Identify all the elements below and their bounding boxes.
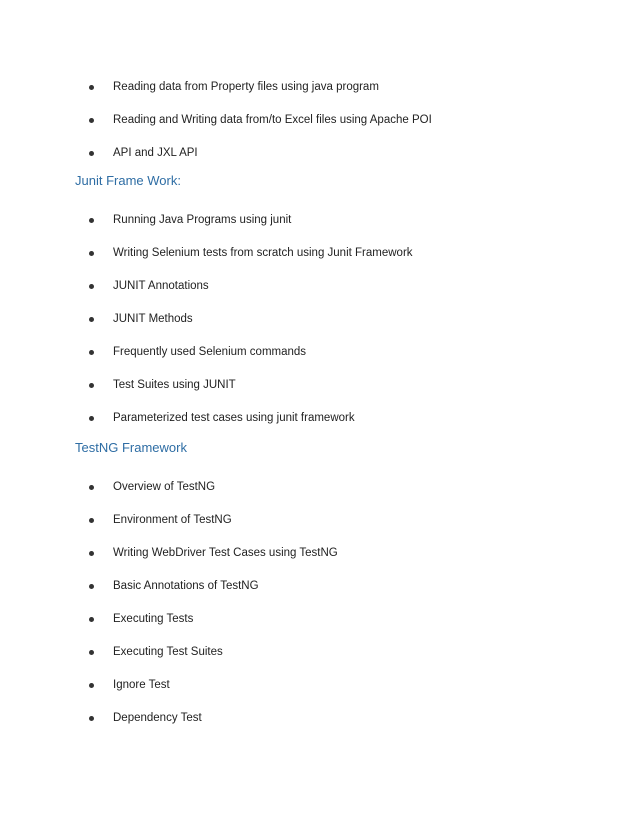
bullet-icon: [89, 350, 94, 355]
list-item: [0, 676, 600, 694]
section-heading-testng: TestNG Framework: [75, 440, 187, 455]
list-item-text: Test Suites using JUNIT: [113, 379, 236, 391]
list-item-text: Writing WebDriver Test Cases using TestNG: [113, 547, 338, 559]
bullet-icon: [89, 284, 94, 289]
bullet-icon: [89, 251, 94, 256]
bullet-icon: [89, 650, 94, 655]
list-item-text: Ignore Test: [113, 679, 170, 691]
list-item-text: Reading and Writing data from/to Excel files using Apache POI: [113, 114, 432, 126]
list-item: [0, 211, 600, 229]
list-item: [0, 544, 600, 562]
list-item: [0, 511, 600, 529]
list-item: [0, 709, 600, 727]
list-item-text: JUNIT Annotations: [113, 280, 209, 292]
bullet-icon: [89, 383, 94, 388]
list-item: [0, 277, 600, 295]
list-item: [0, 409, 600, 427]
list-item-text: Executing Test Suites: [113, 646, 223, 658]
bullet-icon: [89, 518, 94, 523]
bullet-icon: [89, 551, 94, 556]
list-item: [0, 577, 600, 595]
bullet-icon: [89, 617, 94, 622]
list-item-text: Overview of TestNG: [113, 481, 216, 493]
list-item: [0, 111, 600, 129]
list-item: [0, 244, 600, 262]
bullet-icon: [89, 85, 94, 90]
list-item-text: Running Java Programs using junit: [113, 214, 292, 226]
bullet-icon: [89, 218, 94, 223]
list-item-text: Parameterized test cases using junit framework: [113, 412, 355, 424]
bullet-icon: [89, 151, 94, 156]
bullet-icon: [89, 485, 94, 490]
list-item-text: Writing Selenium tests from scratch using Junit Framework: [113, 247, 413, 259]
bullet-icon: [89, 683, 94, 688]
bullet-icon: [89, 584, 94, 589]
list-item: [0, 610, 600, 628]
list-item-text: Executing Tests: [113, 613, 194, 625]
list-item-text: Frequently used Selenium commands: [113, 346, 307, 358]
list-item: [0, 478, 600, 496]
bullet-icon: [89, 317, 94, 322]
list-item-text: JUNIT Methods: [113, 313, 193, 325]
bullet-icon: [89, 118, 94, 123]
list-item: [0, 376, 600, 394]
list-item-text: Dependency Test: [113, 712, 202, 724]
list-item-text: Environment of TestNG: [113, 514, 232, 526]
section-heading-junit: Junit Frame Work:: [75, 173, 181, 188]
list-item: [0, 144, 600, 162]
list-item-text: API and JXL API: [113, 147, 198, 159]
list-item-text: Reading data from Property files using java program: [113, 81, 379, 93]
list-item: [0, 78, 600, 96]
list-item: [0, 310, 600, 328]
list-item-text: Basic Annotations of TestNG: [113, 580, 259, 592]
list-item: [0, 643, 600, 661]
bullet-icon: [89, 716, 94, 721]
list-item: [0, 343, 600, 361]
bullet-icon: [89, 416, 94, 421]
